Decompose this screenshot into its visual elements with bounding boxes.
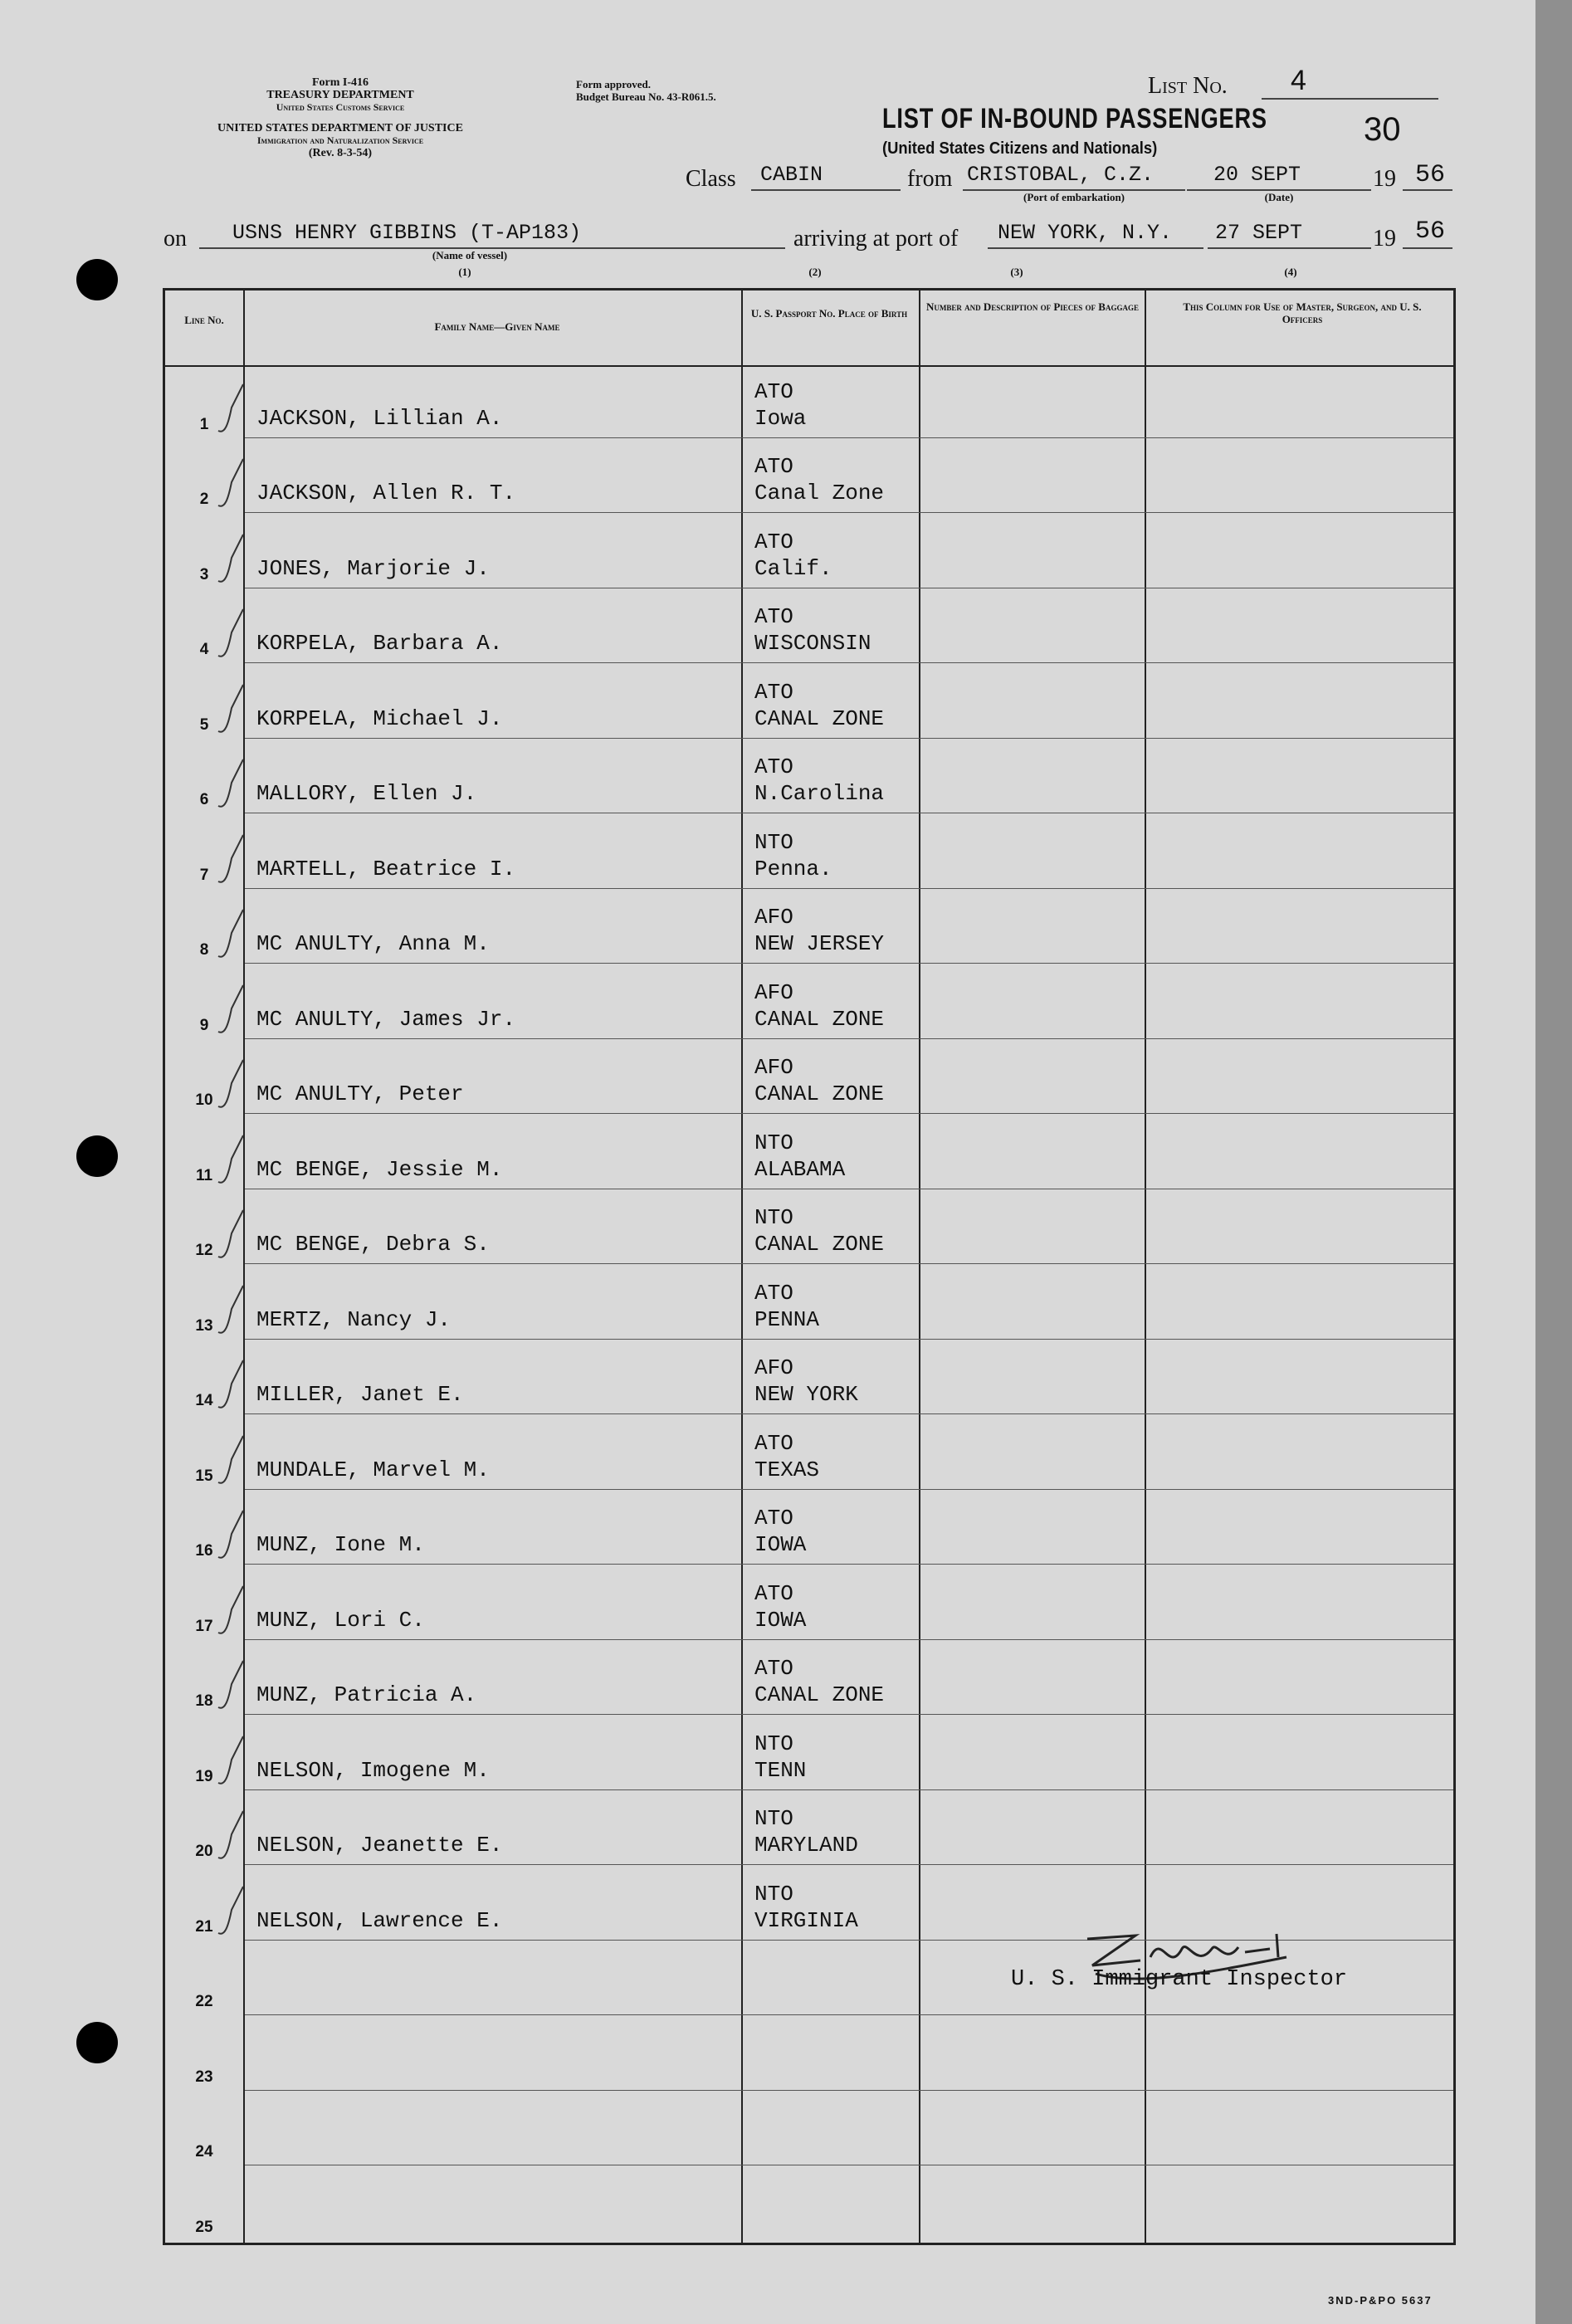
row-rule bbox=[245, 1113, 1453, 1114]
budget-bureau: Budget Bureau No. 43-R061.5. bbox=[576, 90, 716, 103]
passenger-name: KORPELA, Barbara A. bbox=[256, 631, 503, 656]
line-number: 19 bbox=[195, 1767, 213, 1785]
col-header-line-no: Line No. bbox=[184, 314, 224, 326]
passport-code: AFO bbox=[754, 979, 793, 1005]
table-row bbox=[165, 365, 1453, 441]
passenger-name: MC ANULTY, Peter bbox=[256, 1081, 464, 1106]
line-number: 11 bbox=[195, 1166, 213, 1184]
table-row bbox=[165, 1192, 1453, 1267]
inspector-label: U. S. Immigrant Inspector bbox=[1011, 1967, 1348, 1992]
passport-code: ATO bbox=[754, 1280, 793, 1306]
table-row bbox=[165, 1417, 1453, 1492]
line-number: 23 bbox=[195, 2068, 213, 2086]
place-of-birth: CANAL ZONE bbox=[754, 706, 885, 731]
arrival-year-underline bbox=[1403, 247, 1452, 249]
row-rule bbox=[245, 1339, 1453, 1340]
check-mark bbox=[215, 383, 248, 441]
line-number: 21 bbox=[195, 1917, 213, 1936]
form-revision: (Rev. 8-3-54) bbox=[308, 147, 373, 159]
passenger-name: KORPELA, Michael J. bbox=[256, 706, 503, 731]
check-mark bbox=[215, 1809, 248, 1868]
check-mark bbox=[215, 908, 248, 966]
list-no-label: List No. bbox=[1148, 73, 1228, 99]
passenger-name: MUNZ, Patricia A. bbox=[256, 1682, 477, 1707]
line-number: 2 bbox=[199, 491, 209, 508]
passport-code: ATO bbox=[754, 679, 793, 705]
passport-code: NTO bbox=[754, 1731, 793, 1756]
check-mark bbox=[215, 1434, 248, 1492]
from-label: from bbox=[907, 166, 953, 192]
on-label: on bbox=[164, 226, 187, 251]
row-rule bbox=[245, 888, 1453, 889]
table-row bbox=[165, 1492, 1453, 1568]
punch-hole-middle bbox=[76, 1135, 118, 1177]
row-rule bbox=[245, 1038, 1453, 1039]
form-number: Form I-416 bbox=[311, 76, 369, 89]
row-rule bbox=[245, 2014, 1453, 2015]
table-row bbox=[165, 891, 1453, 967]
col-header-officers: This Column for Use of Master, Surgeon, and U. S. Officers bbox=[1183, 300, 1422, 325]
table-row bbox=[165, 1717, 1453, 1793]
punch-hole-bottom bbox=[76, 2022, 118, 2063]
check-mark bbox=[215, 1208, 248, 1267]
passenger-name: MC ANULTY, Anna M. bbox=[256, 931, 490, 956]
place-of-birth: N.Carolina bbox=[754, 781, 885, 806]
line-number: 9 bbox=[199, 1016, 209, 1034]
check-mark bbox=[215, 833, 248, 891]
row-rule bbox=[245, 437, 1453, 438]
line-number: 22 bbox=[195, 1993, 213, 2010]
table-row bbox=[165, 966, 1453, 1042]
row-rule bbox=[245, 1564, 1453, 1565]
treasury-department: TREASURY DEPARTMENT bbox=[266, 89, 414, 101]
line-number: 20 bbox=[195, 1843, 213, 1860]
departure-year: 56 bbox=[1415, 161, 1446, 189]
passenger-name: MILLER, Janet E. bbox=[256, 1382, 464, 1407]
place-of-birth: CANAL ZONE bbox=[754, 1081, 885, 1106]
passport-code: ATO bbox=[754, 604, 793, 629]
passport-code: NTO bbox=[754, 829, 793, 855]
class-value: CABIN bbox=[760, 163, 823, 187]
col-num-1: (1) bbox=[458, 266, 471, 278]
passenger-name: MC ANULTY, James Jr. bbox=[256, 1006, 516, 1032]
col-num-4: (4) bbox=[1284, 266, 1297, 278]
place-of-birth: PENNA bbox=[754, 1306, 820, 1332]
arrival-date: 27 SEPT bbox=[1215, 221, 1303, 245]
check-mark bbox=[215, 608, 248, 666]
line-number: 12 bbox=[195, 1242, 213, 1259]
passenger-name: MERTZ, Nancy J. bbox=[256, 1306, 452, 1332]
check-mark bbox=[215, 1735, 248, 1793]
passenger-name: MALLORY, Ellen J. bbox=[256, 781, 477, 806]
line-number: 8 bbox=[199, 941, 209, 959]
row-rule bbox=[245, 738, 1453, 739]
year-underline bbox=[1403, 189, 1452, 191]
line-number: 14 bbox=[195, 1392, 213, 1409]
class-underline bbox=[751, 189, 901, 191]
col-num-3: (3) bbox=[1010, 266, 1023, 278]
place-of-birth: TEXAS bbox=[754, 1457, 820, 1482]
arrival-port: NEW YORK, N.Y. bbox=[998, 221, 1173, 245]
place-of-birth: VIRGINIA bbox=[754, 1907, 858, 1933]
place-of-birth: Penna. bbox=[754, 856, 832, 881]
place-of-birth: IOWA bbox=[754, 1532, 807, 1557]
check-mark bbox=[215, 1509, 248, 1567]
line-number: 5 bbox=[199, 715, 209, 734]
row-rule bbox=[245, 1789, 1453, 1790]
table-row bbox=[165, 591, 1453, 666]
list-no-underline bbox=[1262, 98, 1438, 100]
place-of-birth: CANAL ZONE bbox=[754, 1006, 885, 1032]
sheet-number: 30 bbox=[1364, 111, 1401, 148]
place-of-birth: WISCONSIN bbox=[754, 631, 871, 656]
row-rule bbox=[245, 1639, 1453, 1640]
line-number: 1 bbox=[199, 415, 209, 433]
table-row bbox=[165, 1267, 1453, 1342]
check-mark bbox=[215, 984, 248, 1042]
table-row bbox=[165, 441, 1453, 516]
passport-code: AFO bbox=[754, 1055, 793, 1080]
passport-code: ATO bbox=[754, 1656, 793, 1681]
vessel-name: USNS HENRY GIBBINS (T-AP183) bbox=[232, 221, 582, 245]
check-mark bbox=[215, 683, 248, 741]
table-row bbox=[165, 666, 1453, 741]
col-num-2: (2) bbox=[808, 266, 822, 278]
passenger-name: JACKSON, Lillian A. bbox=[256, 405, 503, 431]
check-mark bbox=[215, 1134, 248, 1192]
check-mark bbox=[215, 1659, 248, 1717]
passport-code: ATO bbox=[754, 378, 793, 404]
form-identification bbox=[145, 76, 535, 159]
table-row bbox=[165, 1567, 1453, 1643]
port-caption: (Port of embarkation) bbox=[1023, 191, 1125, 203]
place-of-birth: Calif. bbox=[754, 555, 832, 581]
passenger-name: MC BENGE, Jessie M. bbox=[256, 1156, 503, 1182]
passport-code: NTO bbox=[754, 1205, 793, 1230]
line-number: 13 bbox=[195, 1316, 213, 1335]
row-rule bbox=[245, 1413, 1453, 1414]
justice-department: UNITED STATES DEPARTMENT OF JUSTICE bbox=[217, 122, 463, 134]
row-rule bbox=[245, 2090, 1453, 2091]
place-of-birth: IOWA bbox=[754, 1607, 807, 1633]
from-value: CRISTOBAL, C.Z. bbox=[967, 163, 1155, 187]
place-of-birth: NEW JERSEY bbox=[754, 931, 885, 956]
date-caption: (Date) bbox=[1264, 191, 1294, 203]
passenger-name: MUNZ, Lori C. bbox=[256, 1607, 425, 1633]
place-of-birth: Canal Zone bbox=[754, 481, 885, 505]
year-prefix: 19 bbox=[1373, 166, 1396, 192]
table-row bbox=[165, 816, 1453, 891]
table-row bbox=[165, 1342, 1453, 1418]
passenger-name: MUNZ, Ione M. bbox=[256, 1532, 425, 1557]
place-of-birth: MARYLAND bbox=[754, 1833, 858, 1858]
departure-date: 20 SEPT bbox=[1213, 163, 1301, 187]
class-label: Class bbox=[686, 166, 736, 192]
passport-code: ATO bbox=[754, 529, 793, 554]
arrival-date-underline bbox=[1208, 247, 1371, 249]
place-of-birth: CANAL ZONE bbox=[754, 1232, 885, 1257]
passport-code: ATO bbox=[754, 1506, 793, 1531]
place-of-birth: NEW YORK bbox=[754, 1382, 858, 1407]
passport-code: ATO bbox=[754, 754, 793, 779]
table-row bbox=[165, 515, 1453, 591]
passenger-name: MARTELL, Beatrice I. bbox=[256, 856, 516, 881]
table-row bbox=[165, 1793, 1453, 1868]
passport-code: NTO bbox=[754, 1881, 793, 1907]
form-approved: Form approved. bbox=[576, 78, 652, 90]
passport-code: ATO bbox=[754, 1430, 793, 1456]
line-number: 7 bbox=[199, 866, 209, 884]
passenger-name: MUNDALE, Marvel M. bbox=[256, 1457, 490, 1482]
page-title: LIST OF IN-BOUND PASSENGERS bbox=[882, 103, 1267, 134]
table-row bbox=[165, 1116, 1453, 1192]
form-approval bbox=[576, 78, 716, 103]
table-row bbox=[165, 2018, 1453, 2093]
passport-code: ATO bbox=[754, 1580, 793, 1606]
table-row bbox=[165, 741, 1453, 817]
passenger-name: JONES, Marjorie J. bbox=[256, 555, 490, 581]
row-rule bbox=[245, 963, 1453, 964]
list-no-value: 4 bbox=[1291, 65, 1306, 96]
line-number: 15 bbox=[195, 1467, 213, 1485]
line-number: 16 bbox=[195, 1542, 213, 1560]
check-mark bbox=[215, 1584, 248, 1643]
passport-code: AFO bbox=[754, 1355, 793, 1380]
arriving-label: arriving at port of bbox=[793, 226, 959, 251]
table-row bbox=[165, 1042, 1453, 1117]
place-of-birth: TENN bbox=[754, 1757, 807, 1783]
check-mark bbox=[215, 457, 248, 515]
passenger-name: NELSON, Lawrence E. bbox=[256, 1907, 503, 1933]
port-underline bbox=[988, 247, 1203, 249]
line-number: 6 bbox=[199, 791, 209, 808]
passenger-name: JACKSON, Allen R. T. bbox=[256, 481, 516, 505]
passenger-name: NELSON, Imogene M. bbox=[256, 1757, 490, 1783]
customs-service: United States Customs Service bbox=[276, 101, 405, 113]
col-header-baggage: Number and Description of Pieces of Baggage bbox=[926, 300, 1139, 313]
passport-code: NTO bbox=[754, 1130, 793, 1155]
immigration-service: Immigration and Naturalization Service bbox=[256, 134, 424, 146]
check-mark bbox=[215, 1284, 248, 1342]
year-prefix-arrival: 19 bbox=[1373, 226, 1396, 251]
passport-code: AFO bbox=[754, 905, 793, 930]
check-mark bbox=[215, 1885, 248, 1943]
place-of-birth: CANAL ZONE bbox=[754, 1682, 885, 1707]
check-mark bbox=[215, 758, 248, 816]
arrival-year: 56 bbox=[1415, 217, 1446, 246]
check-mark bbox=[215, 533, 248, 591]
row-rule bbox=[245, 512, 1453, 513]
row-rule bbox=[245, 1489, 1453, 1490]
footer-print-code: 3ND-P&PO 5637 bbox=[1328, 2294, 1433, 2307]
passport-code: NTO bbox=[754, 1806, 793, 1831]
line-number: 3 bbox=[199, 565, 209, 583]
punch-hole-top bbox=[76, 259, 118, 300]
check-mark bbox=[215, 1359, 248, 1417]
col-header-name: Family Name—Given Name bbox=[434, 320, 560, 333]
line-number: 17 bbox=[195, 1617, 213, 1635]
place-of-birth: ALABAMA bbox=[754, 1156, 846, 1182]
page-subtitle: (United States Citizens and Nationals) bbox=[882, 139, 1158, 158]
table-row bbox=[165, 1643, 1453, 1718]
check-mark bbox=[215, 1058, 248, 1116]
place-of-birth: Iowa bbox=[754, 405, 807, 431]
line-number: 25 bbox=[195, 2218, 213, 2236]
passport-code: ATO bbox=[754, 454, 793, 479]
table-row bbox=[165, 2093, 1453, 2169]
line-number: 10 bbox=[195, 1091, 213, 1109]
row-rule bbox=[245, 662, 1453, 663]
line-number: 24 bbox=[195, 2143, 213, 2160]
table-row bbox=[165, 2168, 1453, 2243]
line-number: 18 bbox=[195, 1692, 213, 1710]
line-number: 4 bbox=[199, 641, 209, 658]
row-rule bbox=[245, 1263, 1453, 1264]
passenger-name: MC BENGE, Debra S. bbox=[256, 1232, 490, 1257]
passenger-name: NELSON, Jeanette E. bbox=[256, 1833, 503, 1858]
row-rule bbox=[245, 1864, 1453, 1865]
row-rule bbox=[245, 1714, 1453, 1715]
vessel-caption: (Name of vessel) bbox=[432, 249, 508, 261]
col-header-passport: U. S. Passport No. Place of Birth bbox=[750, 307, 908, 320]
